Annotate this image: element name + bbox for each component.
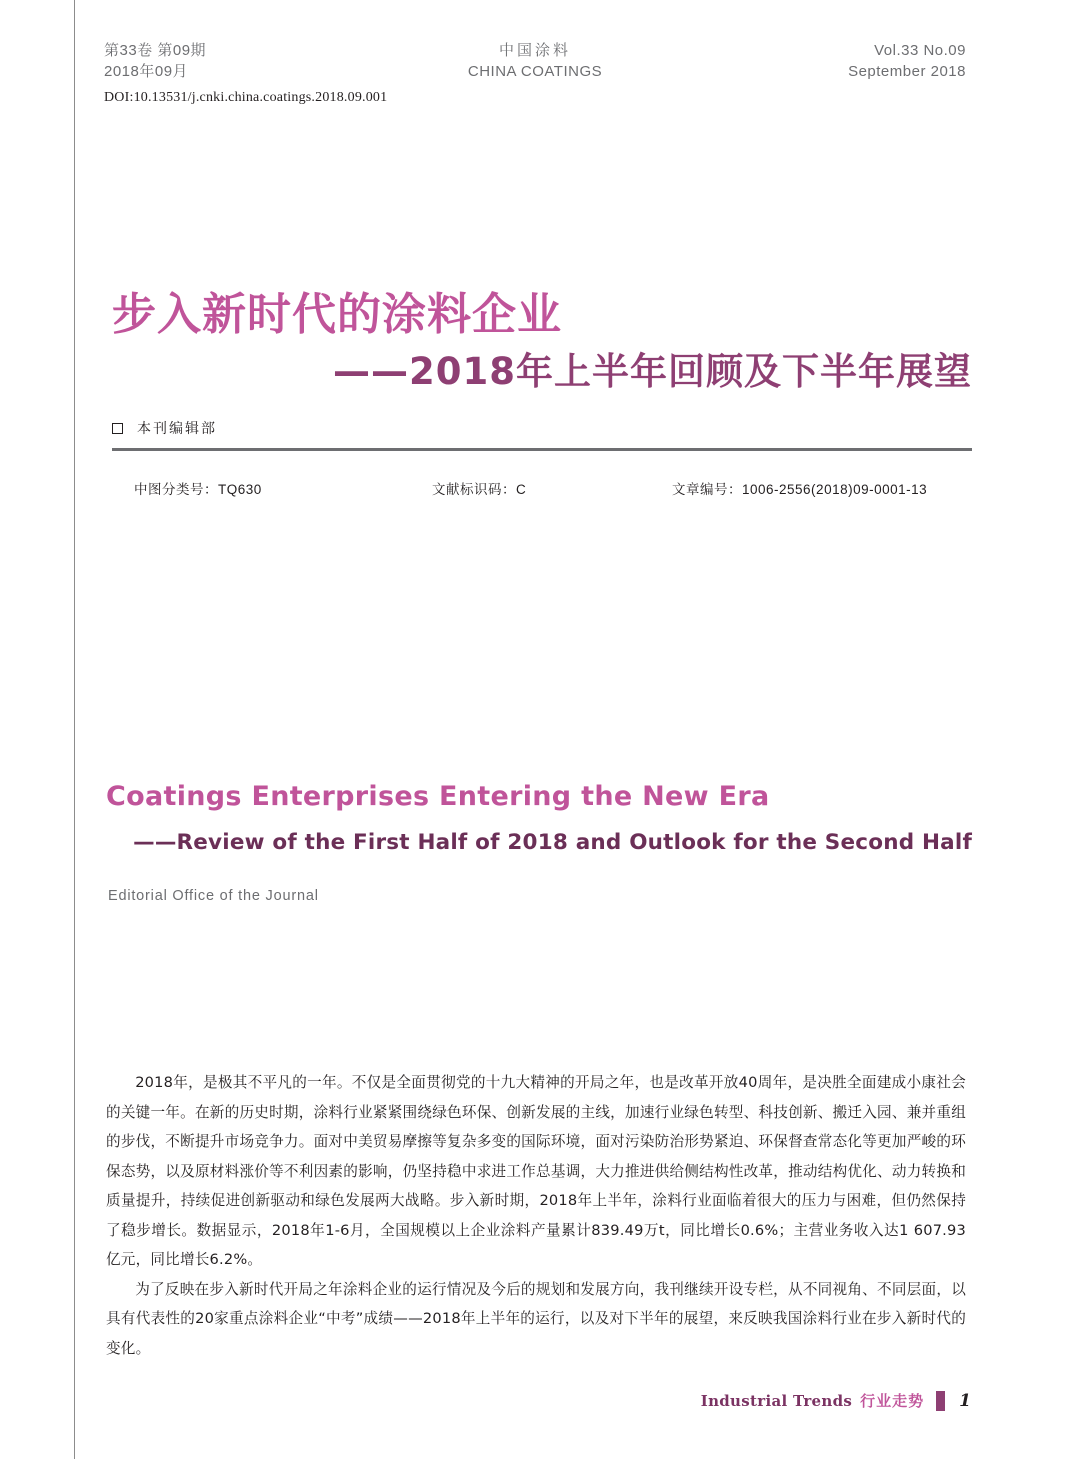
article-number: 文章编号：1006-2556(2018)09-0001-13 [672,482,928,497]
footer-accent-bar [936,1391,945,1411]
title-divider-rule [112,448,972,451]
square-bullet-icon [112,423,123,434]
article-metadata-row [112,478,972,500]
document-code: 文献标识码：C [432,482,527,497]
article-body [106,1068,966,1363]
english-title-block [106,780,972,858]
clc-number: 中图分类号：TQ630 [134,482,262,497]
page-number: 1 [959,1390,971,1411]
header-date-en: September 2018 [848,63,966,80]
left-vertical-rule [74,0,75,1459]
journal-name-cn: 中国涂料 [498,42,571,59]
header-date-cn: 2018年09月 [104,63,189,80]
chinese-title-subtitle: ——2018年上半年回顾及下半年展望 [333,350,972,393]
doi-text: DOI:10.13531/j.cnki.china.coatings.2018.09.001 [104,90,388,105]
footer-section-en: Industrial Trends [700,1391,853,1410]
body-paragraph-2: 为了反映在步入新时代开局之年涂料企业的运行情况及今后的规划和发展方向，我刊继续开设专栏，从不同视角、不同层面，以具有代表性的20家重点涂料企业“中考”成绩——2018年上半年的运行，以及对下半年的展望，来反映我国涂料行业在步入新时代的变化。 [106,1280,966,1357]
english-title-subtitle: ——Review of the First Half of 2018 and Outlook for the Second Half [133,830,972,855]
page-header [104,40,966,88]
header-volume-info [104,40,206,82]
footer-section-cn: 行业走势 [860,1392,925,1410]
header-journal-name [468,40,602,82]
english-title-main: Coatings Enterprises Entering the New Era [106,781,770,812]
body-paragraph-1: 2018年，是极其不平凡的一年。不仅是全面贯彻党的十九大精神的开局之年，也是改革开放40周年，是决胜全面建成小康社会的关键一年。在新的历史时期，涂料行业紧紧围绕绿色环保、创新发展的主线，加速行业绿色转型、科技创新、搬迁入园、兼并重组的步伐，不断提升市场竞争力。面对中美贸易摩擦等复杂多变的国际环境，面对污染防治形势紧迫、环保督查常态化等更加严峻的环保态势，以及原材料涨价等不利因素的影响，仍坚持稳中求进工作总基调，大力推进供给侧结构性改革，推动结构优化、动力转换和质量提升，持续促进创新驱动和绿色发展两大战略。步入新时期，2018年上半年，涂料行业面临着很大的压力与困难，但仍然保持了稳步增长。数据显示，2018年1-6月，全国规模以上企业涂料产量累计839.49万t，同比增长0.6%；主营业务收入达1 607.93亿元，同比增长6.2%。 [106,1074,966,1268]
page-footer [701,1390,971,1411]
header-volume-en: Vol.33 No.09 [874,42,966,59]
chinese-author-line [112,418,972,438]
chinese-author-name: 本刊编辑部 [137,420,217,436]
chinese-title-block [112,290,972,394]
header-volume-cn: 第33卷 第09期 [104,42,207,59]
header-volume-info-en [848,40,966,82]
journal-name-en: CHINA COATINGS [467,63,603,80]
english-author-name: Editorial Office of the Journal [108,888,319,904]
chinese-title-main: 步入新时代的涂料企业 [112,289,562,340]
